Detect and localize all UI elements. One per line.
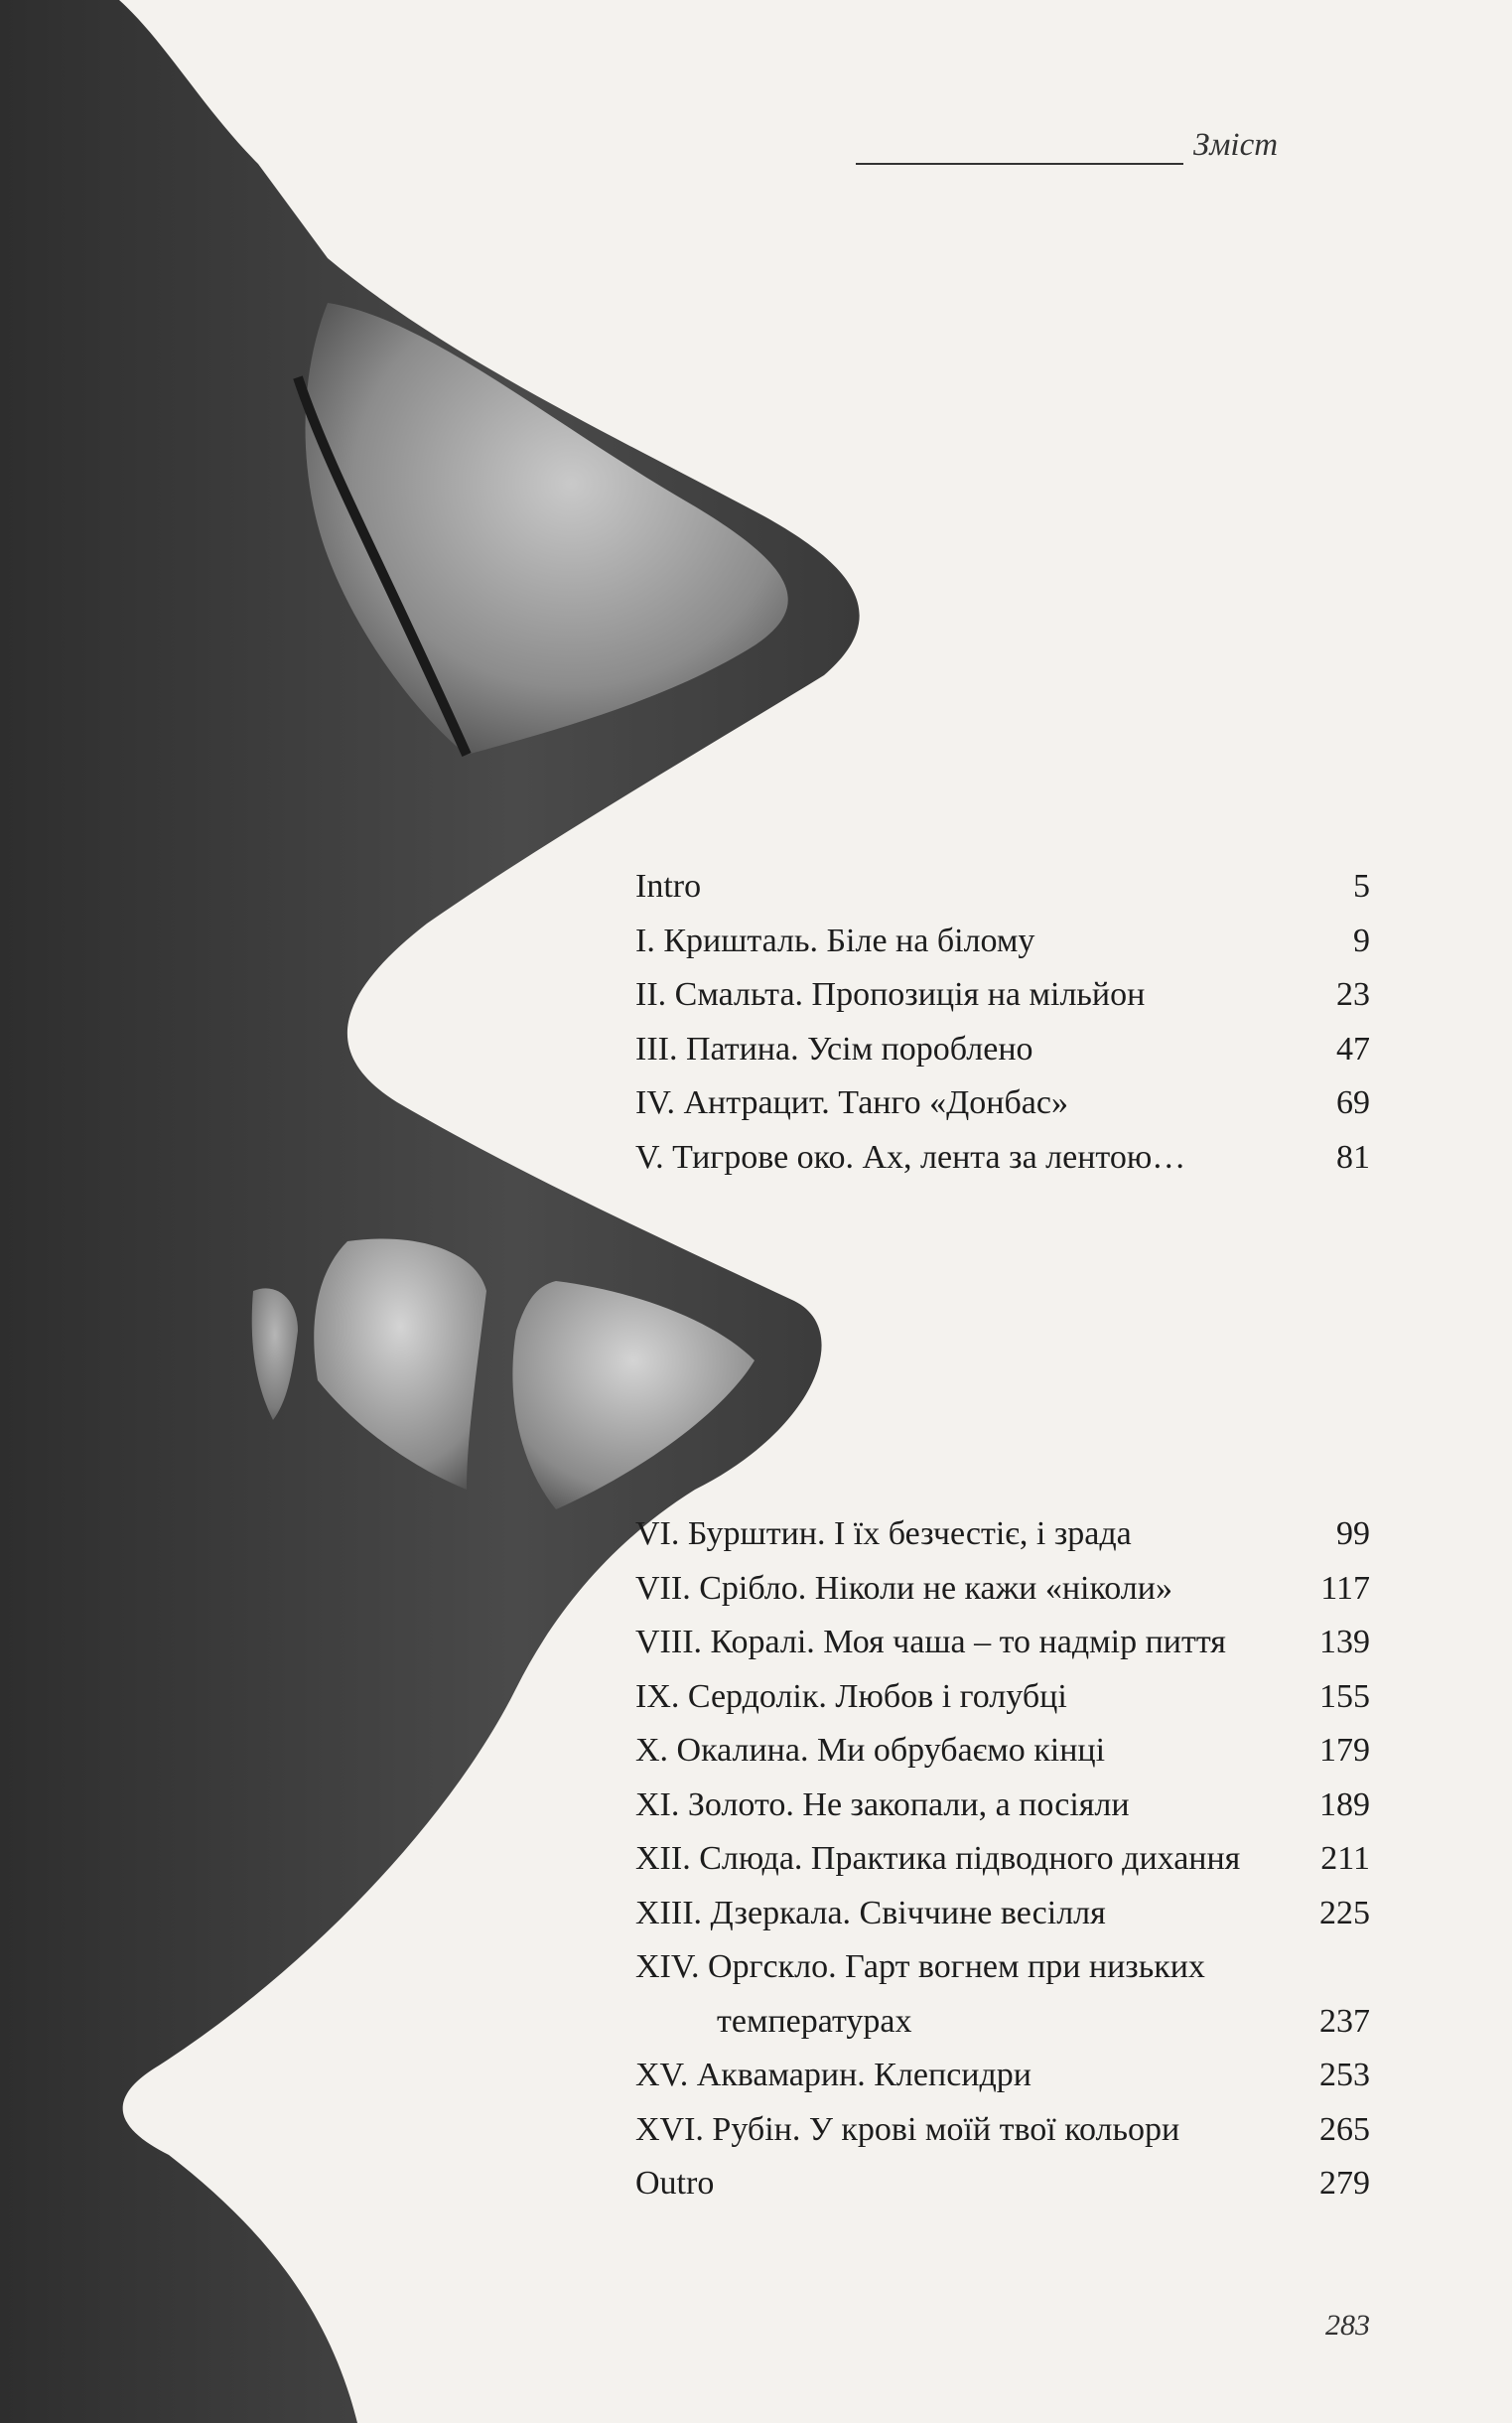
toc-entry-page: 117	[1320, 1569, 1370, 1607]
toc-entry-title: I. Кришталь. Біле на білому	[635, 922, 1035, 959]
toc-entry-title: II. Смальта. Пропозиція на мільйон	[635, 976, 1146, 1013]
toc-entry-title: IX. Сердолік. Любов і голубці	[635, 1677, 1067, 1715]
toc-entry	[635, 1995, 1370, 2050]
toc-entry-page: 47	[1336, 1030, 1370, 1068]
toc-entry	[635, 1562, 1370, 1617]
table-of-contents-part-2	[635, 1507, 1370, 2211]
toc-entry	[635, 1724, 1370, 1779]
toc-entry-page: 225	[1319, 1894, 1370, 1931]
toc-entry-page: 81	[1336, 1138, 1370, 1176]
toc-entry-page: 5	[1353, 868, 1370, 905]
table-of-contents-part-1	[635, 860, 1370, 1185]
toc-entry-title: XIV. Оргскло. Гарт вогнем при низьких	[635, 1948, 1205, 1985]
toc-entry-title: III. Патина. Усім пороблено	[635, 1030, 1033, 1068]
toc-entry-title: XII. Слюда. Практика підводного дихання	[635, 1840, 1241, 1877]
toc-entry	[635, 1670, 1370, 1725]
toc-entry-page: 9	[1353, 922, 1370, 959]
toc-entry	[635, 1076, 1370, 1131]
toc-entry	[635, 2049, 1370, 2103]
toc-entry-title: XV. Аквамарин. Клепсидри	[635, 2057, 1031, 2093]
toc-entry-page: 265	[1319, 2110, 1370, 2148]
toc-entry	[635, 1832, 1370, 1887]
toc-entry	[635, 2103, 1370, 2158]
toc-entry-page: 237	[1319, 2002, 1370, 2040]
toc-entry-page: 155	[1319, 1677, 1370, 1715]
toc-entry-title: Intro	[635, 868, 702, 905]
toc-entry-title: X. Окалина. Ми обрубаємо кінці	[635, 1732, 1106, 1769]
toc-entry	[635, 968, 1370, 1023]
toc-entry-title: Outro	[635, 2165, 715, 2202]
toc-entry-title: XVI. Рубін. У крові моїй твої кольори	[635, 2110, 1180, 2148]
toc-entry	[635, 1616, 1370, 1670]
toc-entry	[635, 915, 1370, 969]
toc-entry	[635, 1023, 1370, 1077]
toc-entry	[635, 1131, 1370, 1186]
header-rule	[856, 163, 1183, 165]
toc-entry-title: VII. Срібло. Ніколи не кажи «ніколи»	[635, 1569, 1172, 1607]
running-header-title: Зміст	[1193, 127, 1279, 163]
toc-entry	[635, 1940, 1370, 1995]
toc-entry-page: 23	[1336, 976, 1370, 1013]
toc-entry-title: IV. Антрацит. Танго «Донбас»	[635, 1084, 1068, 1121]
toc-entry-page: 99	[1336, 1515, 1370, 1552]
toc-entry	[635, 860, 1370, 915]
toc-entry-title: VIII. Коралі. Моя чаша – то надмір пиття	[635, 1624, 1226, 1660]
page-number: 283	[1325, 2309, 1370, 2342]
toc-entry-title: температурах	[717, 2002, 912, 2040]
toc-entry-page: 189	[1319, 1785, 1370, 1823]
toc-entry-page: 139	[1319, 1624, 1370, 1660]
toc-entry	[635, 1779, 1370, 1833]
toc-entry-page: 179	[1319, 1732, 1370, 1769]
toc-entry-title: V. Тигрове око. Ах, лента за лентою…	[635, 1138, 1186, 1176]
toc-entry-page: 211	[1320, 1840, 1370, 1877]
toc-entry	[635, 1887, 1370, 1941]
toc-entry-title: XIII. Дзеркала. Свіччине весілля	[635, 1894, 1106, 1931]
toc-entry-title: VI. Бурштин. І їх безчестіє, і зрада	[635, 1515, 1132, 1552]
toc-entry-title: XI. Золото. Не закопали, а посіяли	[635, 1785, 1130, 1823]
toc-entry-page: 69	[1336, 1084, 1370, 1121]
toc-entry	[635, 2157, 1370, 2211]
toc-entry-page: 253	[1319, 2057, 1370, 2093]
toc-entry-page: 279	[1319, 2165, 1370, 2202]
toc-entry	[635, 1507, 1370, 1562]
